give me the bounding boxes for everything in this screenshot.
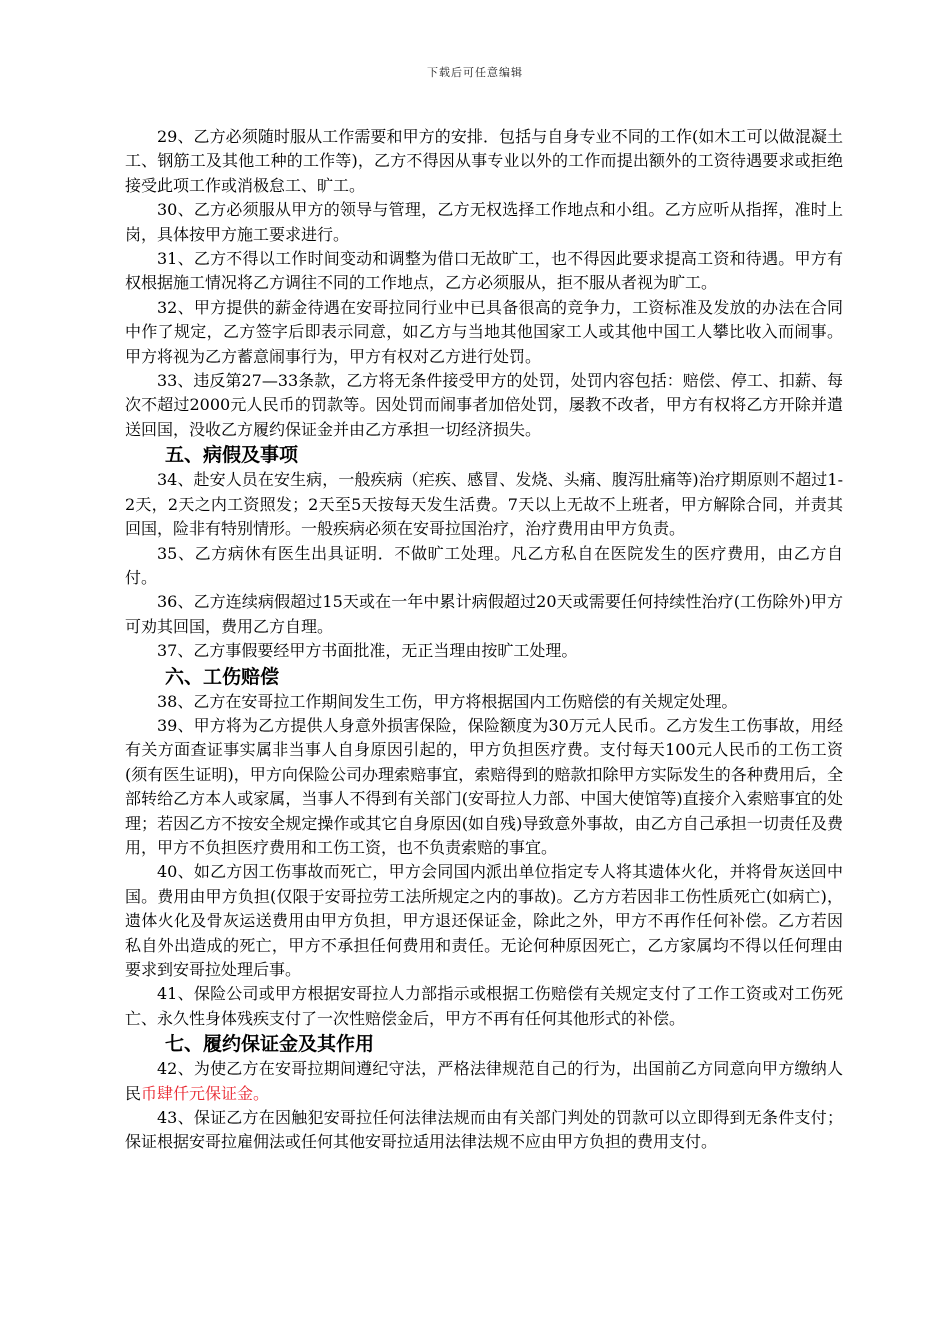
- section-heading-sick-leave: 五、病假及事项: [165, 444, 299, 467]
- clause-40: 40、如乙方因工伤事故而死亡，甲方会同国内派出单位指定专人将其遗体火化，并将骨灰送回中国。费用由甲方负担(仅限于安哥拉劳工法所规定之内的事故)。乙方方若因非工伤性质死亡(如病亡)，遗体火化及骨灰运送费用由甲方负担，甲方退还保证金，除此之外，甲方不再作任何补偿。乙方若因私自外出造成的死亡，甲方不承担任何费用和责任。无论何种原因死亡，乙方家属均不得以任何理由要求到安哥拉处理后事。: [125, 862, 843, 979]
- section-heading-performance-deposit: 七、履约保证金及其作用: [165, 1033, 375, 1056]
- clause-29: 29、乙方必须随时服从工作需要和甲方的安排．包括与自身专业不同的工作(如木工可以做混凝土工、钢筋工及其他工种的工作等)，乙方不得因从事专业以外的工作而提出额外的工资待遇要求或拒绝接受此项工作或消极怠工、旷工。: [125, 127, 843, 195]
- clause-36: 36、乙方连续病假超过15天或在一年中累计病假超过20天或需要任何持续性治疗(工伤除外)甲方可劝其回国，费用乙方自理。: [125, 592, 843, 636]
- clause-35: 35、乙方病休有医生出具证明．不做旷工处理。凡乙方私自在医院发生的医疗费用，由乙方自付。: [125, 543, 843, 587]
- page-header: 下载后可任意编辑: [427, 66, 523, 79]
- section-heading-injury-compensation: 六、工伤赔偿: [165, 665, 280, 688]
- clause-31: 31、乙方不得以工作时间变动和调整为借口无故旷工，也不得因此要求提高工资和待遇。甲方有权根据施工情况将乙方调往不同的工作地点，乙方必须服从，拒不服从者视为旷工。: [125, 249, 843, 293]
- clause-30: 30、乙方必须服从甲方的领导与管理，乙方无权选择工作地点和小组。乙方应听从指挥，准时上岗，具体按甲方施工要求进行。: [125, 200, 843, 244]
- clause-43: 43、保证乙方在因触犯安哥拉任何法律法规而由有关部门判处的罚款可以立即得到无条件支付；保证根据安哥拉雇佣法或任何其他安哥拉适用法律法规不应由甲方负担的费用支付。: [125, 1108, 843, 1152]
- clause-41: 41、保险公司或甲方根据安哥拉人力部指示或根据工伤赔偿有关规定支付了工作工资或对工伤死亡、永久性身体残疾支付了一次性赔偿金后，甲方不再有任何其他形式的补偿。: [125, 984, 843, 1028]
- clause-38: 38、乙方在安哥拉工作期间发生工伤，甲方将根据国内工伤赔偿的有关规定处理。: [157, 691, 738, 711]
- clause-37: 37、乙方事假要经甲方书面批准，无正当理由按旷工处理。: [157, 641, 578, 661]
- clause-32: 32、甲方提供的薪金待遇在安哥拉同行业中已具备很高的竞争力，工资标准及发放的办法在合同中作了规定，乙方签字后即表示同意，如乙方与当地其他国家工人或其他中国工人攀比收入而闹事。甲方将视为乙方蓄意闹事行为，甲方有权对乙方进行处罚。: [125, 297, 843, 366]
- clause-39: 39、甲方将为乙方提供人身意外损害保险，保险额度为30万元人民币。乙方发生工伤事故，用经有关方面查证事实属非当事人自身原因引起的，甲方负担医疗费。支付每天100元人民币的工伤工资(须有医生证明)，甲方向保险公司办理索赔事宜，索赔得到的赔款扣除甲方实际发生的各种费用后，全部转给乙方本人或家属，当事人不得到有关部门(安哥拉人力部、中国大使馆等)直接介入索赔事宜的处理；若因乙方不按安全规定操作或其它自身原因(如自残)导致意外事故，由乙方自己承担一切责任及费用，甲方不负担医疗费用和工伤工资，也不负责索赔的事宜。: [125, 715, 843, 857]
- clause-33: 33、违反第27—33条款，乙方将无条件接受甲方的处罚，处罚内容包括：赔偿、停工、扣薪、每次不超过2000元人民币的罚款等。因处罚而闹事者加倍处罚，屡教不改者，甲方有权将乙方开除并遣送回国，没收乙方履约保证金并由乙方承担一切经济损失。: [125, 371, 843, 439]
- clause-42: 42、为使乙方在安哥拉期间遵纪守法，严格法律规范自己的行为，出国前乙方同意向甲方缴纳人民币肆仟元保证金。: [125, 1059, 843, 1103]
- document-body: [125, 125, 843, 1155]
- deposit-amount-highlight: 币肆仟元保证金。: [141, 1083, 270, 1103]
- clause-34: 34、赴安人员在安生病，一般疾病（疟疾、感冒、发烧、头痛、腹泻肚痛等)治疗期原则不超过1-2天，2天之内工资照发；2天至5天按每天发生活费。7天以上无故不上班者，甲方解除合同，并责其回国，险非有特别情形。一般疾病必须在安哥拉国治疗，治疗费用由甲方负责。: [125, 470, 843, 539]
